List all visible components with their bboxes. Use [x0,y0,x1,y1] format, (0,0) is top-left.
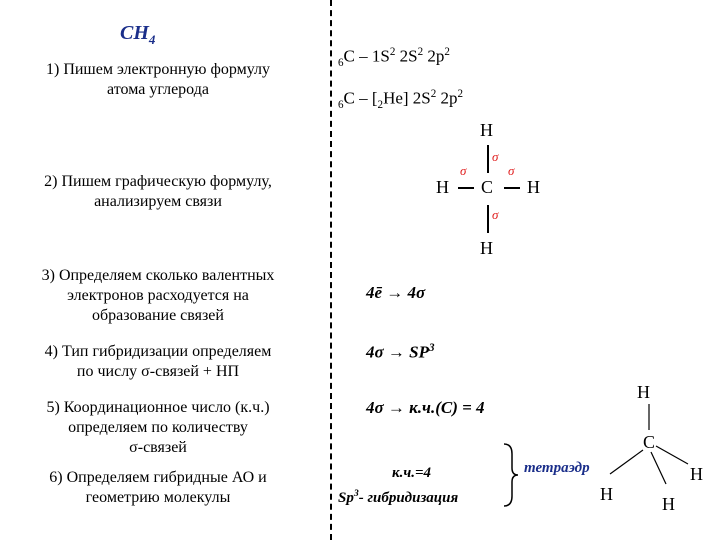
bond-right [504,187,520,189]
step-3-line2: электронов расходуется на [67,287,249,304]
f2-sup-2: 2 [457,88,464,100]
tetra-h-bottom: H [662,494,675,514]
bond-left [458,187,474,189]
step-6-line1: 6) Определяем гибридные АО и [49,469,267,486]
curly-brace [498,440,522,510]
step-4 [8,342,308,382]
title-base: CH [120,22,149,44]
f2-part-c: 2p [436,88,458,108]
f2-part-b: He] 2S [383,88,431,108]
step-5-line3: σ-связей [129,439,187,456]
hybrid-text: 4σ → SP [366,342,430,362]
step-5 [8,398,308,458]
f1-sup-3: 2 [444,46,450,58]
sigma-left: σ [460,163,467,178]
sigma-top: σ [492,149,499,164]
atomic-number: 6 [338,57,344,70]
step-3 [8,266,308,326]
step-4-line2: по числу σ-связей + НП [76,363,240,380]
he-number: 2 [377,99,384,112]
tetra-c: C [643,432,656,452]
tetra-h-left: H [600,484,613,504]
step-3-line1: 3) Определяем сколько валентных [41,267,275,284]
result-sp [338,488,458,507]
c-center: C [481,177,494,197]
tetrahedron-label: тетраэдр [524,460,590,476]
bond-top [487,145,489,173]
sp-base: Sp [338,490,354,506]
f1-part-a: C – 1S [343,46,390,66]
result-coord: 4σ → к.ч.(C) = 4 [366,398,485,417]
h-right: H [527,177,540,197]
result-kch: к.ч.=4 [392,465,432,481]
step-2-line1: 2) Пишем графическую формулу, [44,173,272,190]
f1-sup-1: 2 [389,46,396,58]
electron-formula-1 [338,46,450,69]
step-1-line2: атома углерода [107,81,209,98]
electron-formula-2 [338,88,463,111]
step-1 [8,60,308,100]
tetra-h-top: H [637,382,650,402]
page-title [120,22,155,48]
step-2 [8,172,308,212]
f1-sup-2: 2 [417,46,424,58]
step-2-line2: анализируем связи [94,193,222,210]
h-top: H [480,120,493,140]
f1-part-c: 2p [423,46,445,66]
atomic-number-2: 6 [338,99,344,112]
step-3-line3: образование связей [92,307,224,324]
result-electrons: 4ē → 4σ [366,283,426,302]
step-5-line2: определяем по количеству [68,419,248,436]
sigma-right: σ [508,163,515,178]
result-hybrid [366,342,435,363]
sigma-bottom: σ [492,207,499,222]
h-left: H [436,177,449,197]
f1-part-b: 2S [395,46,418,66]
dashed-divider [330,0,332,540]
step-1-line1: 1) Пишем электронную формулу [45,61,270,78]
f2-part-a: C – [ [343,88,378,108]
step-5-line1: 5) Координационное число (к.ч.) [46,399,270,416]
tetra-h-right: H [690,464,703,484]
step-6 [8,468,308,508]
hybrid-sup: 3 [429,342,435,354]
f2-sup-1: 2 [430,88,437,100]
h-bottom: H [480,238,493,258]
step-6-line2: геометрию молекулы [85,489,231,506]
title-sub: 4 [148,32,156,47]
sp-sup: 3 [353,488,359,499]
step-4-line1: 4) Тип гибридизации определяем [44,343,272,360]
sp-rest: - гибридизация [358,490,459,506]
bond-bottom [487,205,489,233]
